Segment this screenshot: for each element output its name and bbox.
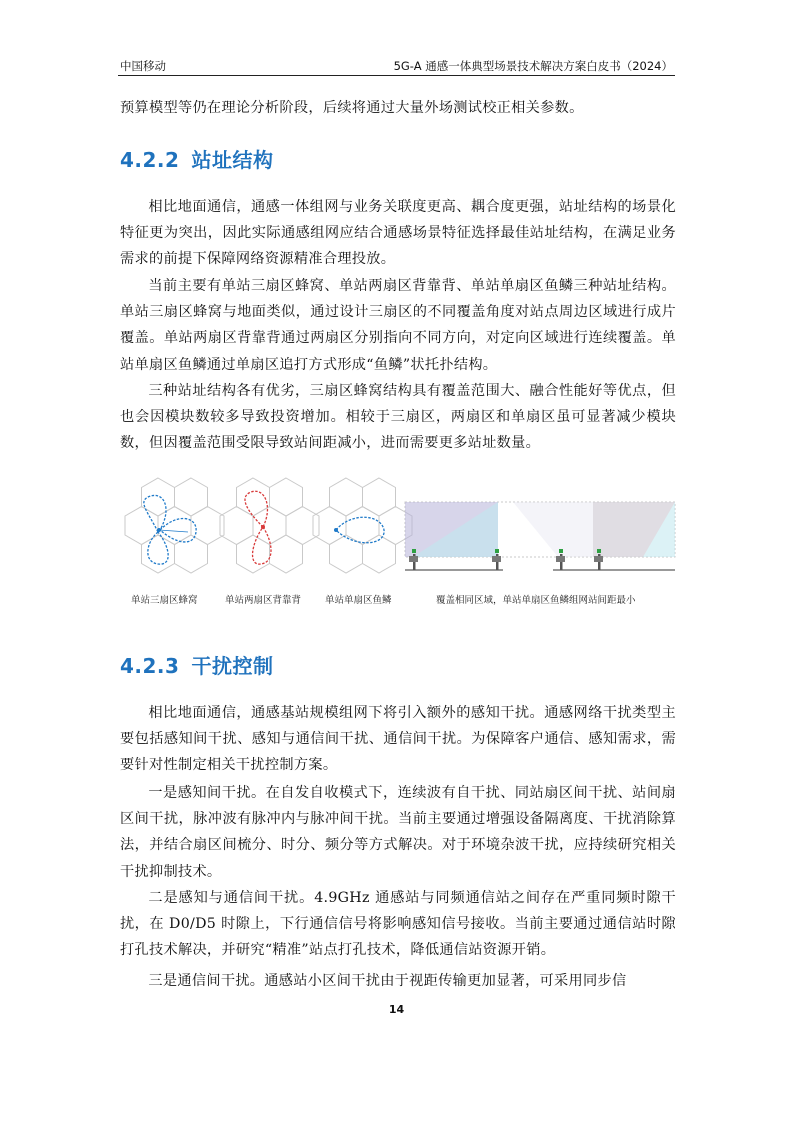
caption-two-sector: 单站两扇区背靠背 — [225, 595, 302, 606]
site-structure-para-1: 相比地面通信，通感一体组网与业务关联度更高、耦合度更强，站址结构的场景化特征更为突出，因此实际通感组网应结合通感场景特征选择最佳站址结构，在满足业务需求的前提下保障网络资源精准合理投放。 — [120, 199, 676, 268]
coverage-comparison-diagram — [405, 502, 675, 570]
section-number: 4.2.3 — [120, 654, 180, 678]
hex-grid — [125, 478, 224, 573]
section-title: 站址结构 — [191, 148, 274, 172]
section-4-2-3-heading — [120, 650, 273, 679]
hex-grid — [313, 478, 412, 573]
page-number: 14 — [388, 1003, 405, 1016]
site-dot — [334, 528, 338, 532]
site-structure-para-2: 当前主要有单站三扇区蜂窝、单站两扇区背靠背、单站单扇区鱼鳞三种站址结构。单站三扇区蜂窝与地面类似，通过设计三扇区的不同覆盖角度对站点周边区域进行成片覆盖。单站两扇区背靠背通过两扇区分别指向不同方向，对定向区域进行连续覆盖。单站单扇区鱼鳞通过单扇区追打方式形成“鱼鳞”状托扑结构。 — [120, 278, 676, 373]
beam-pattern — [336, 517, 384, 543]
section-number: 4.2.2 — [120, 148, 180, 172]
interference-para-3: 二是感知与通信间干扰。4.9GHz 通感站与同频通信站之间存在严重同频时隙干扰，在 D0/D5 时隙上，下行通信信号将影响感知信号接收。当前主要通过通信站时隙打孔技术解决，并研究“精准”站点打孔技术，降低通信站资源开销。 — [120, 890, 676, 959]
section-title: 干扰控制 — [191, 654, 274, 678]
site-structure-diagrams — [118, 472, 678, 592]
beam-patterns — [245, 491, 271, 564]
beam-patterns — [144, 495, 196, 564]
interference-para-4: 三是通信间干扰。通感站小区间干扰由于视距传输更加显著，可采用同步信 — [148, 973, 627, 989]
site-dot — [261, 525, 265, 529]
single-sector-diagram — [313, 478, 412, 573]
section-4-2-2-heading — [120, 144, 273, 173]
two-sector-diagram — [220, 478, 319, 573]
caption-coverage-comparison: 覆盖相同区域，单站单扇区鱼鳞组网站间距最小 — [436, 595, 636, 606]
page-header — [118, 56, 675, 76]
site-structure-figure — [118, 472, 678, 612]
site-structure-para-3: 三种站址结构各有优劣，三扇区蜂窝结构具有覆盖范围大、融合性能好等优点，但也会因模块数较多导致投资增加。相较于三扇区，两扇区和单扇区虽可显著减少模块数，但因覆盖范围受限导致站间距减小，进而需要更多站址数量。 — [120, 383, 676, 452]
caption-single-sector: 单站单扇区鱼鳞 — [325, 595, 392, 606]
interference-para-1: 相比地面通信，通感基站规模组网下将引入额外的感知干扰。通感网络干扰类型主要包括感知间干扰、感知与通信间干扰、通信间干扰。为保障客户通信、感知需求，需要针对性制定相关干扰控制方案。 — [120, 705, 676, 774]
caption-three-sector: 单站三扇区蜂窝 — [131, 595, 198, 606]
interference-para-2: 一是感知间干扰。在自发自收模式下，连续波有自干扰、同站扇区间干扰、站间扇区间干扰，脉冲波有脉冲内与脉冲间干扰。当前主要通过增强设备隔离度、干扰消除算法，并结合扇区间梳分、时分、频分等方式解决。对于环境杂波干扰，应持续研究相关干扰抑制技术。 — [120, 785, 676, 880]
intro-line: 预算模型等仍在理论分析阶段，后续将通过大量外场测试校正相关参数。 — [120, 100, 584, 116]
azimuth-line — [159, 530, 188, 532]
header-doc-title: 5G-A 通感一体典型场景技术解决方案白皮书（2024） — [393, 59, 673, 73]
three-sector-diagram — [125, 478, 224, 573]
header-org: 中国移动 — [120, 59, 166, 73]
gray-coverage — [513, 502, 593, 557]
